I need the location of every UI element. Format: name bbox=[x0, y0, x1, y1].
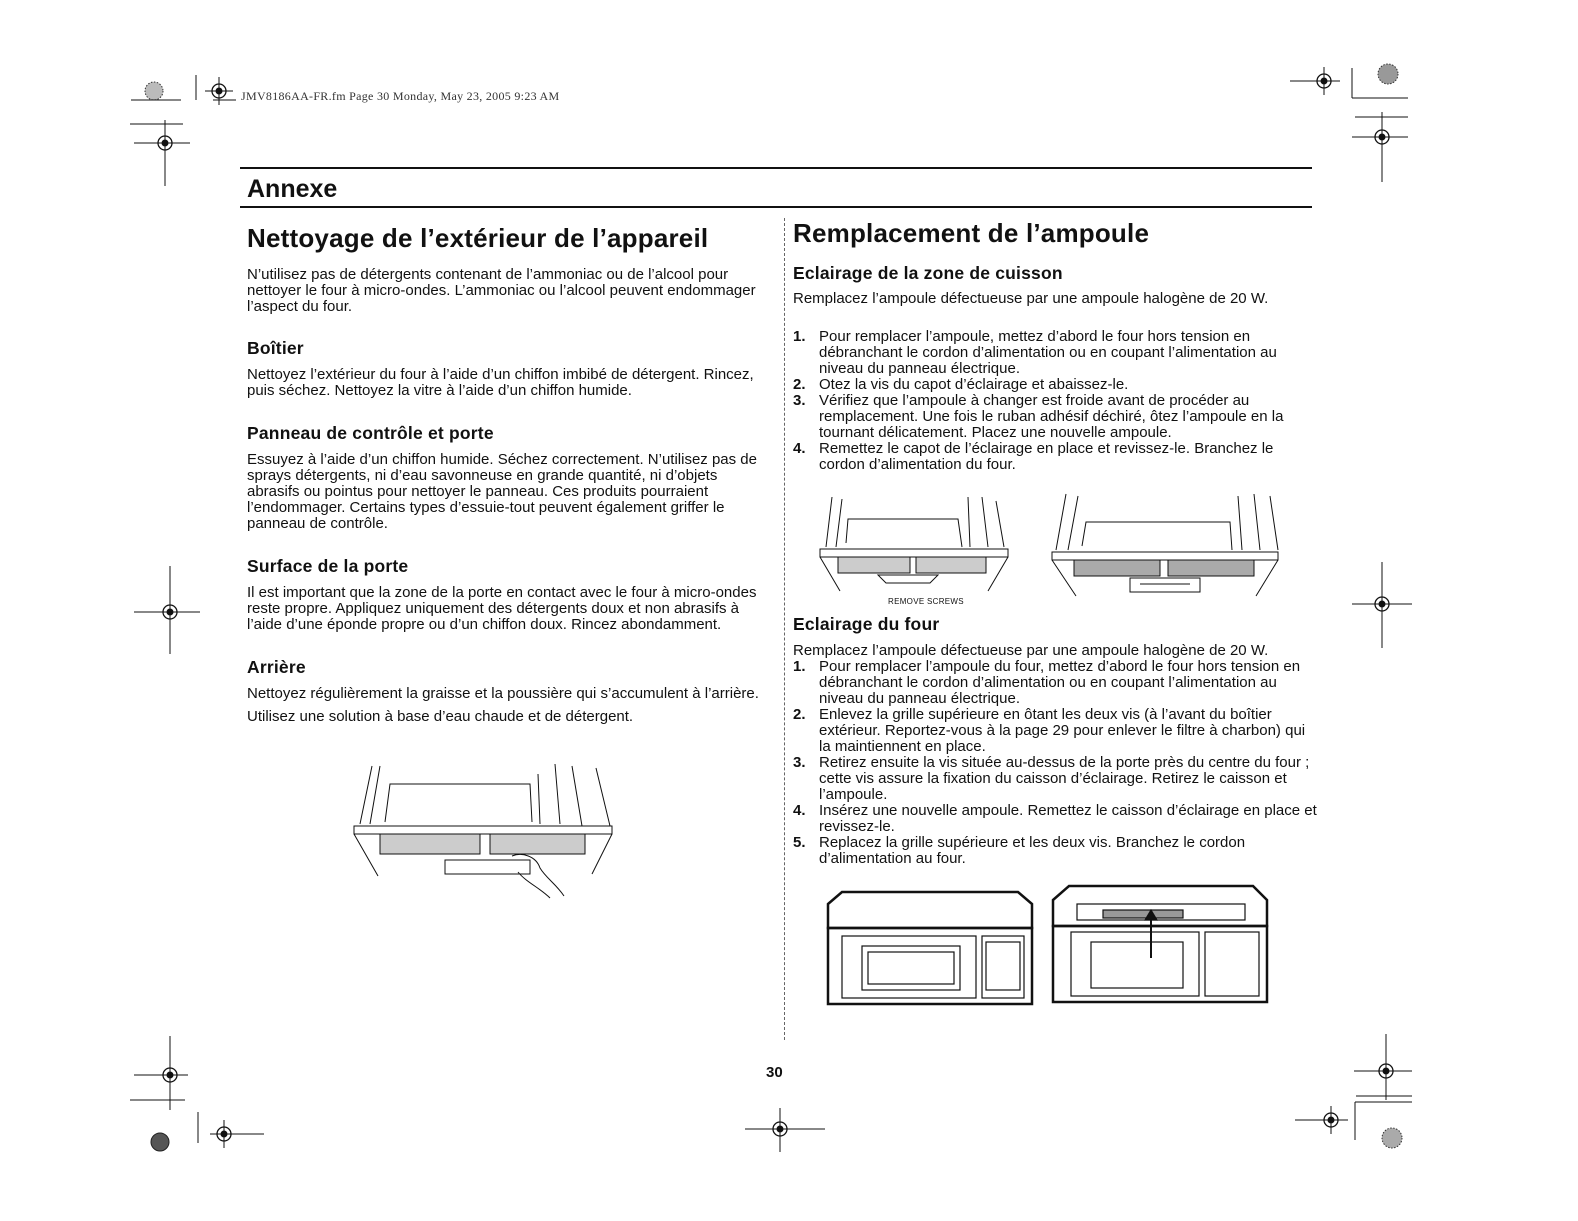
list-item: 4. Remettez le capot de l’éclairage en place et revissez-le. Branchez le cordon d’alimentation du four. bbox=[793, 440, 1274, 473]
page-number: 30 bbox=[766, 1064, 783, 1081]
list-item: 5. Replacez la grille supérieure et les deux vis. Branchez le cordon d’alimentation au four. bbox=[793, 834, 1246, 867]
section-rule bbox=[240, 206, 1312, 208]
list-item: 1. Pour remplacer l’ampoule du four, mettez d’abord le four hors tension en débranchant le cordon d’alimentation ou en coupant l’alimentation au niveau du panneau électrique. bbox=[793, 658, 1301, 707]
section-title: Annexe bbox=[247, 175, 338, 203]
heading-panneau: Panneau de contrôle et porte bbox=[247, 423, 494, 443]
heading-oven-light: Eclairage du four bbox=[793, 614, 940, 634]
cooktop-steps bbox=[793, 329, 1318, 473]
cooktop-light-illustration-1 bbox=[818, 495, 1013, 600]
list-item: 3. Retirez ensuite la vis située au-dessus de la porte près du centre du four ; cette vis assure la fixation du caisson d’éclairage. Retirez le caisson et l’ampoule. bbox=[793, 754, 1310, 803]
text-arriere-2: Utilisez une solution à base d’eau chaude et de détergent. bbox=[247, 708, 634, 725]
heading-surface-porte: Surface de la porte bbox=[247, 556, 409, 576]
list-item: 4. Insérez une nouvelle ampoule. Remettez le caisson d’éclairage en place et revissez-le. bbox=[793, 802, 1317, 835]
heading-boitier: Boîtier bbox=[247, 338, 304, 358]
hood-cleaning-illustration bbox=[350, 764, 620, 904]
heading-cooktop-light: Eclairage de la zone de cuisson bbox=[793, 263, 1063, 283]
oven-open-illustration bbox=[1053, 886, 1273, 1006]
remove-screws-caption: REMOVE SCREWS bbox=[888, 597, 964, 606]
text-arriere-1: Nettoyez régulièrement la graisse et la poussière qui s’accumulent à l’arrière. bbox=[247, 685, 759, 702]
text-panneau: Essuyez à l’aide d’un chiffon humide. Séchez correctement. N’utilisez pas de sprays détergents, ni d’eau savonneuse en grande quantité, ni d’objets abrasifs ou pointus pour nettoyer le panneau. Ces produits pourraient l’endommager. Certains types d’essuie-tout peuvent également griffer le panneau de contrôle. bbox=[247, 451, 757, 532]
right-column bbox=[793, 218, 1318, 473]
text-surface-porte: Il est important que la zone de la porte en contact avec le four à micro-ondes reste propre. Appliquez uniquement des détergents doux et non abrasifs à l’aide d’une éponde propre ou d’un chiffon doux. Rincez abondamment. bbox=[247, 584, 757, 633]
cooktop-light-illustration-2 bbox=[1050, 492, 1280, 602]
oven-front-illustration bbox=[828, 892, 1038, 1007]
list-item: 2. Enlevez la grille supérieure en ôtant les deux vis (à l’avant du boîtier extérieur. Reportez-vous à la page 29 pour enlever le filtre à charbon) qui la maintiennent en place. bbox=[793, 706, 1306, 755]
cleaning-title: Nettoyage de l’extérieur de l’appareil bbox=[247, 223, 709, 253]
heading-arriere: Arrière bbox=[247, 657, 306, 677]
file-info: JMV8186AA-FR.fm Page 30 Monday, May 23, 2005 9:23 AM bbox=[241, 89, 560, 103]
text-boitier: Nettoyez l’extérieur du four à l’aide d’un chiffon imbibé de détergent. Rincez, puis séchez. Nettoyez la vitre à l’aide d’un chiffon humide. bbox=[247, 366, 754, 399]
cooktop-intro: Remplacez l’ampoule défectueuse par une ampoule halogène de 20 W. bbox=[793, 290, 1269, 307]
bulb-title: Remplacement de l’ampoule bbox=[793, 218, 1150, 248]
oven-intro: Remplacez l’ampoule défectueuse par une ampoule halogène de 20 W. bbox=[793, 642, 1269, 659]
list-item: 1. Pour remplacer l’ampoule, mettez d’abord le four hors tension en débranchant le cordon d’alimentation ou en coupant l’alimentation au niveau du panneau électrique. bbox=[793, 328, 1277, 377]
left-column bbox=[247, 218, 769, 725]
list-item: 2. Otez la vis du capot d’éclairage et abaissez-le. bbox=[793, 376, 1129, 393]
column-divider bbox=[784, 218, 785, 1040]
cleaning-intro: N’utilisez pas de détergents contenant de l’ammoniac ou de l’alcool pour nettoyer le four à micro-ondes. L’ammoniac ou l’alcool peuvent endommager l’aspect du four. bbox=[247, 266, 756, 315]
oven-steps bbox=[793, 659, 1318, 867]
list-item: 3. Vérifiez que l’ampoule à changer est froide avant de procéder au remplacement. Une fois le ruban adhésif déchiré, ôtez l’ampoule en la tournant délicatement. Placez une nouvelle ampoule. bbox=[793, 392, 1284, 441]
top-rule bbox=[240, 167, 1312, 169]
oven-light-section bbox=[793, 614, 1318, 867]
